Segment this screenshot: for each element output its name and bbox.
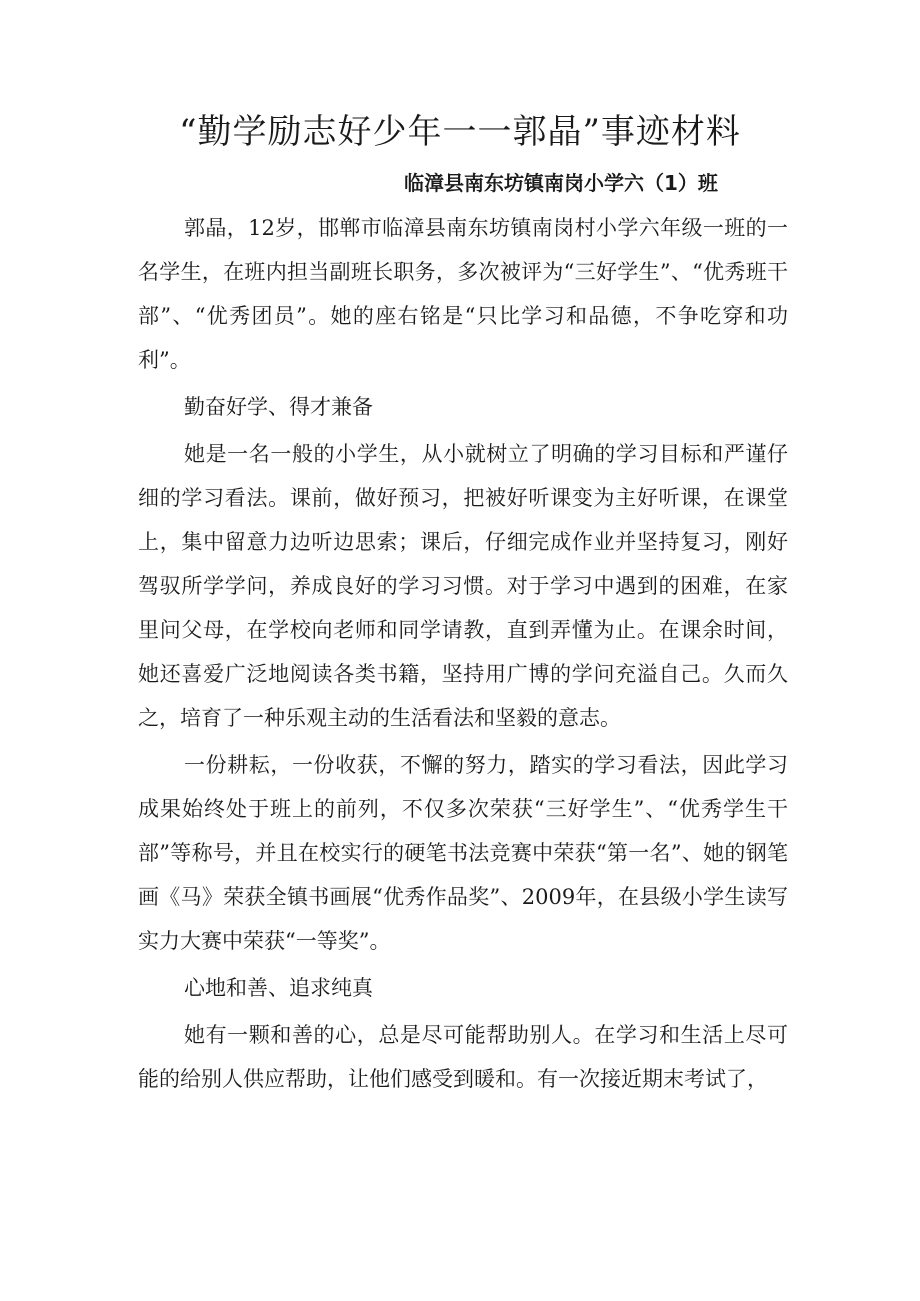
document-body: [138, 206, 788, 1101]
document-title: “勤学励志好少年一一郭晶”事迹材料: [179, 112, 741, 152]
paragraph-kindness: 她有一颗和善的心，总是尽可能帮助别人。在学习和生活上尽可能的给别人供应帮助，让他们感受到暖和。有一次接近期末考试了，: [138, 1023, 788, 1091]
section-heading-kindness: 心地和善、追求纯真: [184, 976, 373, 1000]
paragraph-study: 她是一名一般的小学生，从小就树立了明确的学习目标和严谨仔细的学习看法。课前，做好预习，把被好听课变为主好听课，在课堂上，集中留意力边听边思索；课后，仔细完成作业并坚持复习，刚好驾驭所学学问，养成良好的学习习惯。对于学习中遇到的困难，在家里问父母，在学校向老师和同学请教，直到弄懂为止。在课余时间，她还喜爱广泛地阅读各类书籍，坚持用广博的学问充溢自己。久而久之，培育了一种乐观主动的生活看法和坚毅的意志。: [138, 442, 788, 730]
section-heading-study: 勤奋好学、得才兼备: [184, 395, 373, 419]
document-subtitle: 临漳县南东坊镇南岗小学六（1）班: [404, 171, 718, 195]
paragraph-intro: 郭晶，12岁，邯郸市临漳县南东坊镇南岗村小学六年级一班的一名学生，在班内担当副班长职务，多次被评为“三好学生”、“优秀班干部”、“优秀团员”。她的座右铭是“只比学习和品德，不争吃穿和功利”。: [138, 216, 788, 372]
paragraph-achievements: 一份耕耘，一份收获，不懈的努力，踏实的学习看法，因此学习成果始终处于班上的前列，不仅多次荣获“三好学生”、“优秀学生干部”等称号，并且在校实行的硬笔书法竞赛中荣获“第一名”、她的钢笔画《马》荣获全镇书画展“优秀作品奖”、2009年，在县级小学生读写实力大赛中荣获“一等奖”。: [138, 753, 788, 953]
